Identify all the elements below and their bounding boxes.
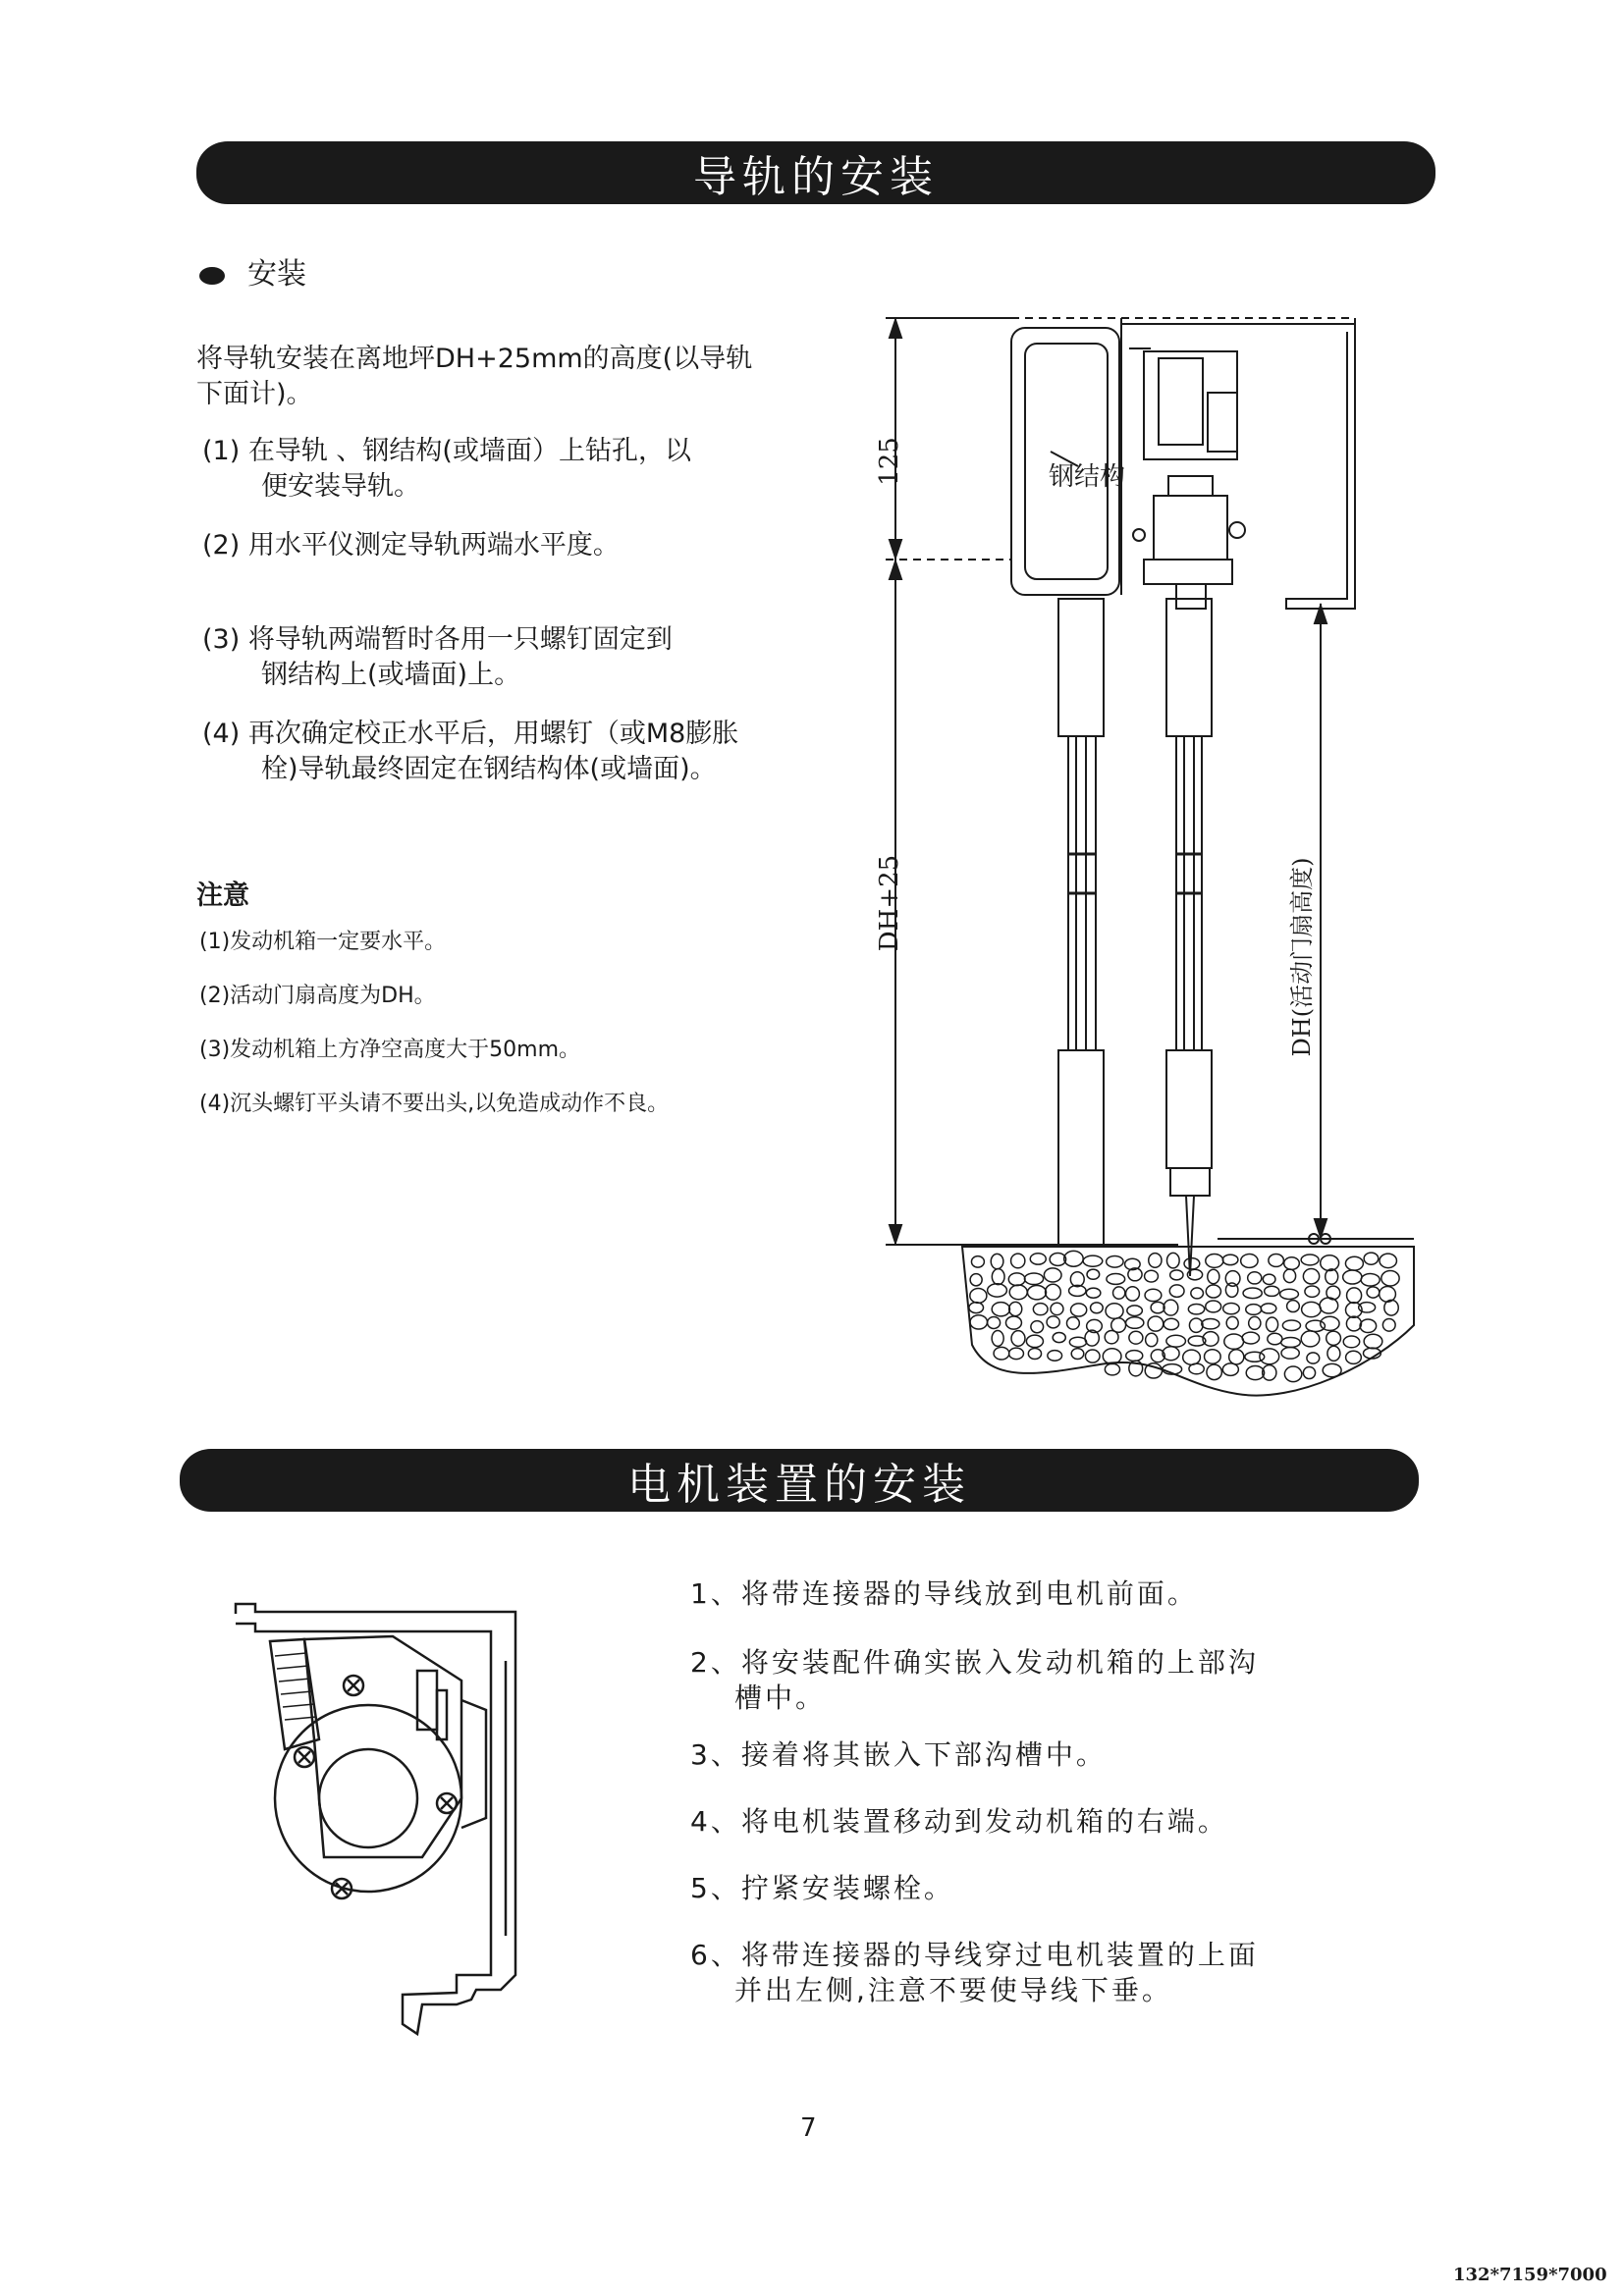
note-3: (3)发动机箱上方净空高度大于50mm。 (199, 1038, 581, 1062)
section-title-text: 电机装置的安装 (627, 1460, 971, 1510)
intro-line-1: 将导轨安装在离地坪DH+25mm的高度(以导轨 (196, 344, 753, 374)
bullet-dot-icon (199, 267, 225, 285)
step-3-line-1: (3) 将导轨两端暂时各用一只螺钉固定到 (202, 624, 673, 655)
notes-title: 注意 (196, 881, 249, 911)
step-1-line-2: 便安装导轨。 (261, 471, 420, 502)
section-title-rail-install (196, 141, 1435, 204)
rail-install-diagram (864, 304, 1414, 1443)
step-2-line-1: (2) 用水平仪测定导轨两端水平度。 (202, 530, 620, 561)
motor-step-2-line-1: 2、将安装配件确实嵌入发动机箱的上部沟 (690, 1646, 1259, 1679)
motor-step-6-line-2: 并出左侧,注意不要使导线下垂。 (734, 1974, 1172, 2006)
page-number: 7 (800, 2113, 817, 2143)
dim-top-label: 125 (875, 437, 904, 486)
step-4-line-2: 栓)导轨最终固定在钢结构体(或墙面)。 (261, 754, 717, 784)
motor-step-6-line-1: 6、将带连接器的导线穿过电机装置的上面 (690, 1939, 1259, 1971)
motor-step-5: 5、拧紧安装螺栓。 (690, 1872, 954, 1904)
step-3-line-2: 钢结构上(或墙面)上。 (261, 660, 521, 690)
motor-step-1: 1、将带连接器的导线放到电机前面。 (690, 1577, 1198, 1610)
intro-line-2: 下面计)。 (196, 379, 313, 409)
section-title-text: 导轨的安装 (693, 152, 939, 202)
document-code: 132*7159*7000 (1453, 2265, 1607, 2285)
motor-unit-diagram (226, 1602, 540, 2044)
motor-step-2-line-2: 槽中。 (734, 1682, 827, 1714)
subheading: 安装 (247, 257, 306, 292)
note-2: (2)活动门扇高度为DH。 (199, 984, 436, 1008)
motor-step-4: 4、将电机装置移动到发动机箱的右端。 (690, 1805, 1228, 1838)
dim-left-label: DH+25 (875, 854, 904, 952)
dim-right-label: DH(活动门扇高度) (1288, 857, 1316, 1057)
step-4-line-1: (4) 再次确定校正水平后，用螺钉（或M8膨胀 (202, 719, 739, 749)
note-1: (1)发动机箱一定要水平。 (199, 930, 447, 954)
steel-structure-label: 钢结构 (1049, 462, 1126, 492)
step-1-line-1: (1) 在导轨 、钢结构(或墙面）上钻孔，以 (202, 436, 691, 466)
section-title-motor-install (180, 1449, 1419, 1512)
motor-step-3: 3、接着将其嵌入下部沟槽中。 (690, 1738, 1107, 1771)
note-4: (4)沉头螺钉平头请不要出头,以免造成动作不良。 (199, 1092, 670, 1116)
